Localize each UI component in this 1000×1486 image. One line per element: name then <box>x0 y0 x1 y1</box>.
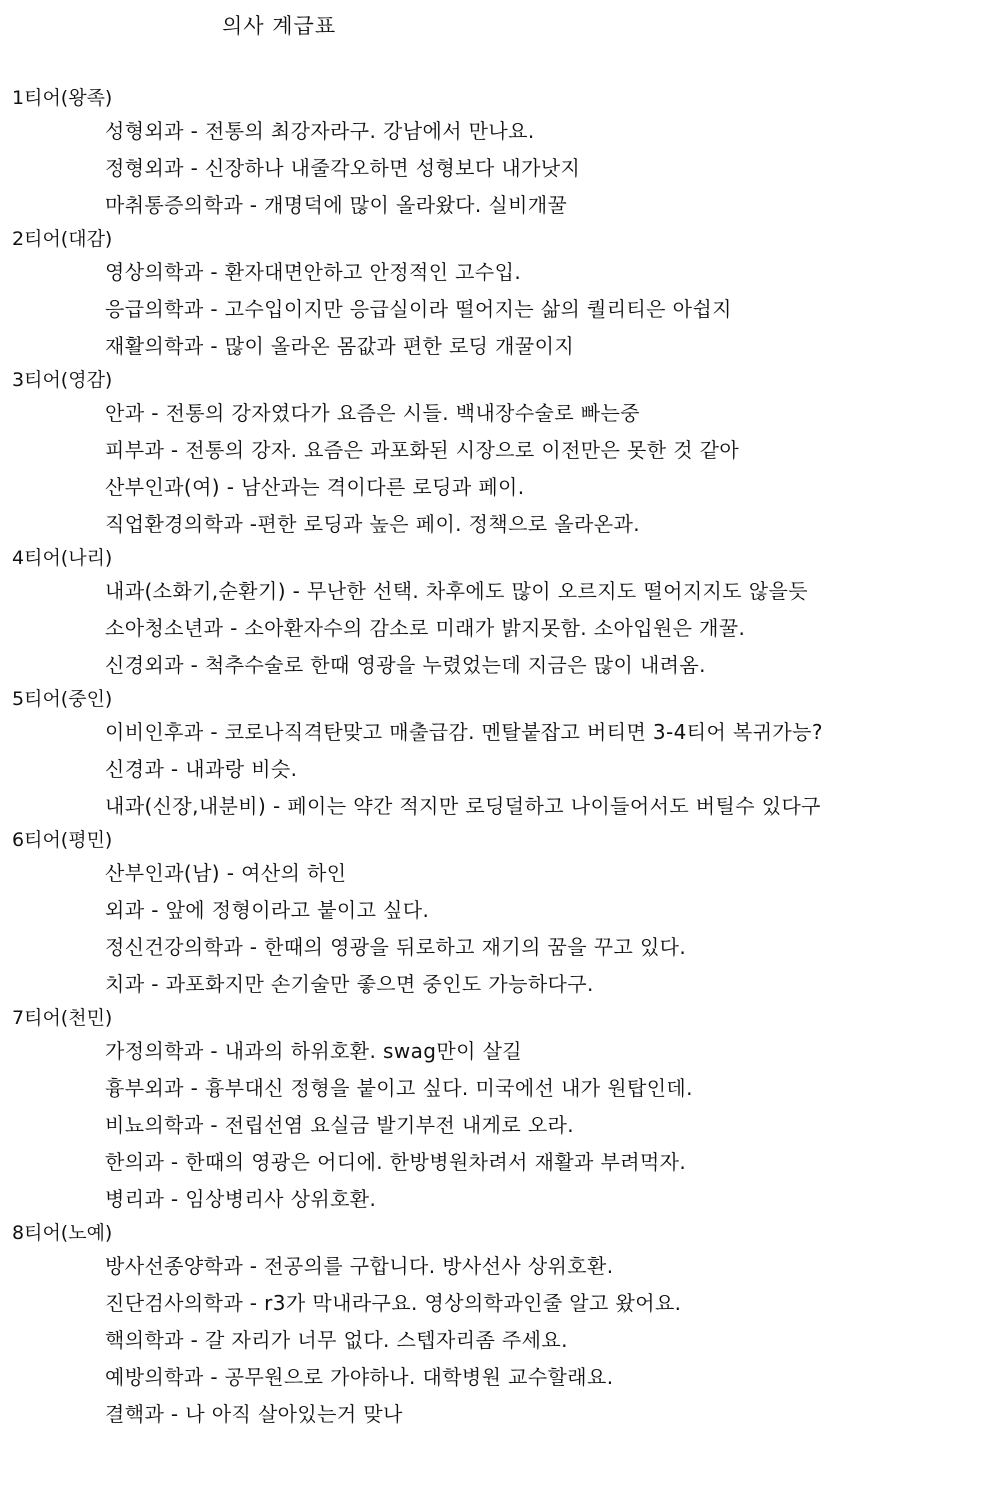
list-item: 정형외과 - 신장하나 내줄각오하면 성형보다 내가낫지 <box>105 156 581 180</box>
list-item: 직업환경의학과 -편한 로딩과 높은 페이. 정책으로 올라온과. <box>105 512 640 536</box>
list-item: 신경외과 - 척추수술로 한때 영광을 누렸었는데 지금은 많이 내려옴. <box>105 653 706 677</box>
list-item: 핵의학과 - 갈 자리가 너무 없다. 스텝자리좀 주세요. <box>105 1328 568 1352</box>
tier-3 <box>0 365 1000 543</box>
tier-list <box>0 83 1000 1433</box>
list-item: 산부인과(여) - 남산과는 격이다른 로딩과 페이. <box>105 475 525 499</box>
tier-label: 3티어(영감) <box>12 369 113 391</box>
list-item: 안과 - 전통의 강자였다가 요즘은 시들. 백내장수술로 빠는중 <box>105 401 640 425</box>
list-item: 치과 - 과포화지만 손기술만 좋으면 중인도 가능하다구. <box>105 972 594 996</box>
list-item: 예방의학과 - 공무원으로 가야하나. 대학병원 교수할래요. <box>105 1365 614 1389</box>
list-item: 이비인후과 - 코로나직격탄맞고 매출급감. 멘탈붙잡고 버티면 3-4티어 복귀가능? <box>105 720 823 744</box>
list-item: 산부인과(남) - 여산의 하인 <box>105 861 347 885</box>
tier-label: 1티어(왕족) <box>12 87 113 109</box>
tier-label: 5티어(중인) <box>12 688 113 710</box>
list-item: 성형외과 - 전통의 최강자라구. 강남에서 만나요. <box>105 119 535 143</box>
list-item: 소아청소년과 - 소아환자수의 감소로 미래가 밝지못함. 소아입원은 개꿀. <box>105 616 746 640</box>
tier-2 <box>0 224 1000 365</box>
list-item: 내과(소화기,순환기) - 무난한 선택. 차후에도 많이 오르지도 떨어지지도 않을듯 <box>105 579 808 603</box>
tier-1 <box>0 83 1000 224</box>
list-item: 진단검사의학과 - r3가 막내라구요. 영상의학과인줄 알고 왔어요. <box>105 1291 682 1315</box>
tier-6 <box>0 825 1000 1003</box>
list-item: 응급의학과 - 고수입이지만 응급실이라 떨어지는 삶의 퀄리티은 아쉽지 <box>105 297 732 321</box>
list-item: 가정의학과 - 내과의 하위호환. swag만이 살길 <box>105 1039 523 1063</box>
list-item: 내과(신장,내분비) - 페이는 약간 적지만 로딩덜하고 나이들어서도 버틸수 있다구 <box>105 794 821 818</box>
tier-label: 8티어(노예) <box>12 1222 113 1244</box>
list-item: 병리과 - 임상병리사 상위호환. <box>105 1187 377 1211</box>
list-item: 비뇨의학과 - 전립선염 요실금 발기부전 내게로 오라. <box>105 1113 575 1137</box>
tier-8 <box>0 1218 1000 1433</box>
list-item: 영상의학과 - 환자대면안하고 안정적인 고수입. <box>105 260 522 284</box>
list-item: 한의과 - 한때의 영광은 어디에. 한방병원차려서 재활과 부려먹자. <box>105 1150 687 1174</box>
tier-label: 2티어(대감) <box>12 228 113 250</box>
tier-7 <box>0 1003 1000 1218</box>
list-item: 피부과 - 전통의 강자. 요즘은 과포화된 시장으로 이전만은 못한 것 같아 <box>105 438 740 462</box>
tier-4 <box>0 543 1000 684</box>
list-item: 정신건강의학과 - 한때의 영광을 뒤로하고 재기의 꿈을 꾸고 있다. <box>105 935 687 959</box>
tier-label: 4티어(나리) <box>12 547 113 569</box>
list-item: 흉부외과 - 흉부대신 정형을 붙이고 싶다. 미국에선 내가 원탑인데. <box>105 1076 693 1100</box>
tier-label: 6티어(평민) <box>12 829 113 851</box>
list-item: 결핵과 - 나 아직 살아있는거 맞나 <box>105 1402 403 1426</box>
tier-5 <box>0 684 1000 825</box>
list-item: 방사선종양학과 - 전공의를 구합니다. 방사선사 상위호환. <box>105 1254 614 1278</box>
page-title: 의사 계급표 <box>222 14 337 38</box>
list-item: 신경과 - 내과랑 비슷. <box>105 757 298 781</box>
list-item: 마취통증의학과 - 개명덕에 많이 올라왔다. 실비개꿀 <box>105 193 568 217</box>
tier-label: 7티어(천민) <box>12 1007 113 1029</box>
list-item: 외과 - 앞에 정형이라고 붙이고 싶다. <box>105 898 430 922</box>
list-item: 재활의학과 - 많이 올라온 몸값과 편한 로딩 개꿀이지 <box>105 334 575 358</box>
